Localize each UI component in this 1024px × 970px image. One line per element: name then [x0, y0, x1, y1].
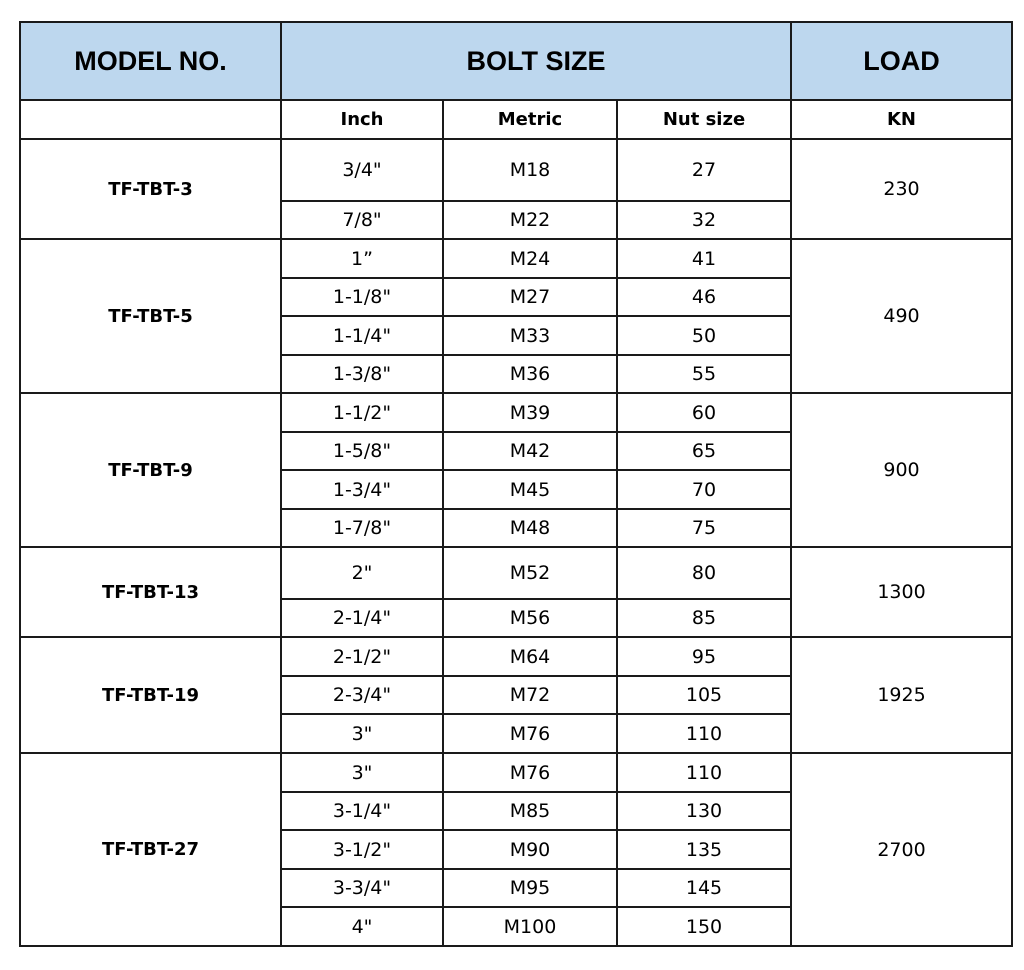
- inch-cell: 2-1/2": [281, 637, 443, 676]
- subheader-nut-size: Nut size: [617, 100, 791, 139]
- metric-cell: M76: [443, 714, 617, 753]
- header-model-no: MODEL NO.: [20, 22, 281, 100]
- metric-cell: M52: [443, 547, 617, 599]
- inch-cell: 3-1/2": [281, 830, 443, 869]
- inch-cell: 1-3/4": [281, 470, 443, 509]
- inch-cell: 2-3/4": [281, 676, 443, 714]
- inch-cell: 3/4": [281, 139, 443, 201]
- nut-size-cell: 75: [617, 509, 791, 547]
- table-row: [20, 637, 1012, 676]
- nut-size-cell: 130: [617, 792, 791, 830]
- subheader-model: [20, 100, 281, 139]
- nut-size-cell: 110: [617, 753, 791, 792]
- nut-size-cell: 105: [617, 676, 791, 714]
- nut-size-cell: 32: [617, 201, 791, 239]
- nut-size-cell: 27: [617, 139, 791, 201]
- load-cell: 1300: [791, 547, 1012, 637]
- inch-cell: 2-1/4": [281, 599, 443, 637]
- header-row: [20, 22, 1012, 100]
- nut-size-cell: 135: [617, 830, 791, 869]
- model-cell: TF-TBT-19: [20, 637, 281, 753]
- header-load: LOAD: [791, 22, 1012, 100]
- nut-size-cell: 46: [617, 278, 791, 316]
- metric-cell: M64: [443, 637, 617, 676]
- metric-cell: M72: [443, 676, 617, 714]
- inch-cell: 2": [281, 547, 443, 599]
- subheader-inch: Inch: [281, 100, 443, 139]
- metric-cell: M76: [443, 753, 617, 792]
- load-cell: 490: [791, 239, 1012, 393]
- nut-size-cell: 65: [617, 432, 791, 470]
- table-row: [20, 139, 1012, 201]
- nut-size-cell: 110: [617, 714, 791, 753]
- inch-cell: 1-7/8": [281, 509, 443, 547]
- nut-size-cell: 85: [617, 599, 791, 637]
- inch-cell: 3": [281, 714, 443, 753]
- nut-size-cell: 50: [617, 316, 791, 355]
- metric-cell: M95: [443, 869, 617, 907]
- inch-cell: 3-1/4": [281, 792, 443, 830]
- nut-size-cell: 145: [617, 869, 791, 907]
- inch-cell: 4": [281, 907, 443, 946]
- inch-cell: 3-3/4": [281, 869, 443, 907]
- table-row: [20, 393, 1012, 432]
- inch-cell: 1”: [281, 239, 443, 278]
- nut-size-cell: 150: [617, 907, 791, 946]
- nut-size-cell: 60: [617, 393, 791, 432]
- model-cell: TF-TBT-3: [20, 139, 281, 239]
- inch-cell: 7/8": [281, 201, 443, 239]
- table-row: [20, 547, 1012, 599]
- load-cell: 1925: [791, 637, 1012, 753]
- nut-size-cell: 80: [617, 547, 791, 599]
- metric-cell: M85: [443, 792, 617, 830]
- metric-cell: M18: [443, 139, 617, 201]
- metric-cell: M56: [443, 599, 617, 637]
- nut-size-cell: 95: [617, 637, 791, 676]
- metric-cell: M48: [443, 509, 617, 547]
- metric-cell: M33: [443, 316, 617, 355]
- model-cell: TF-TBT-9: [20, 393, 281, 547]
- nut-size-cell: 41: [617, 239, 791, 278]
- metric-cell: M90: [443, 830, 617, 869]
- load-cell: 900: [791, 393, 1012, 547]
- load-cell: 2700: [791, 753, 1012, 946]
- metric-cell: M22: [443, 201, 617, 239]
- subheader-row: [20, 100, 1012, 139]
- metric-cell: M24: [443, 239, 617, 278]
- metric-cell: M36: [443, 355, 617, 393]
- inch-cell: 1-5/8": [281, 432, 443, 470]
- load-cell: 230: [791, 139, 1012, 239]
- model-cell: TF-TBT-27: [20, 753, 281, 946]
- table-body: [20, 139, 1012, 946]
- subheader-load-unit: KN: [791, 100, 1012, 139]
- metric-cell: M45: [443, 470, 617, 509]
- metric-cell: M39: [443, 393, 617, 432]
- metric-cell: M100: [443, 907, 617, 946]
- table-row: [20, 753, 1012, 792]
- metric-cell: M42: [443, 432, 617, 470]
- inch-cell: 3": [281, 753, 443, 792]
- inch-cell: 1-1/2": [281, 393, 443, 432]
- inch-cell: 1-1/8": [281, 278, 443, 316]
- model-cell: TF-TBT-13: [20, 547, 281, 637]
- subheader-metric: Metric: [443, 100, 617, 139]
- header-bolt-size: BOLT SIZE: [281, 22, 791, 100]
- inch-cell: 1-1/4": [281, 316, 443, 355]
- nut-size-cell: 70: [617, 470, 791, 509]
- table-row: [20, 239, 1012, 278]
- bolt-spec-table: [19, 21, 1013, 947]
- nut-size-cell: 55: [617, 355, 791, 393]
- metric-cell: M27: [443, 278, 617, 316]
- model-cell: TF-TBT-5: [20, 239, 281, 393]
- inch-cell: 1-3/8": [281, 355, 443, 393]
